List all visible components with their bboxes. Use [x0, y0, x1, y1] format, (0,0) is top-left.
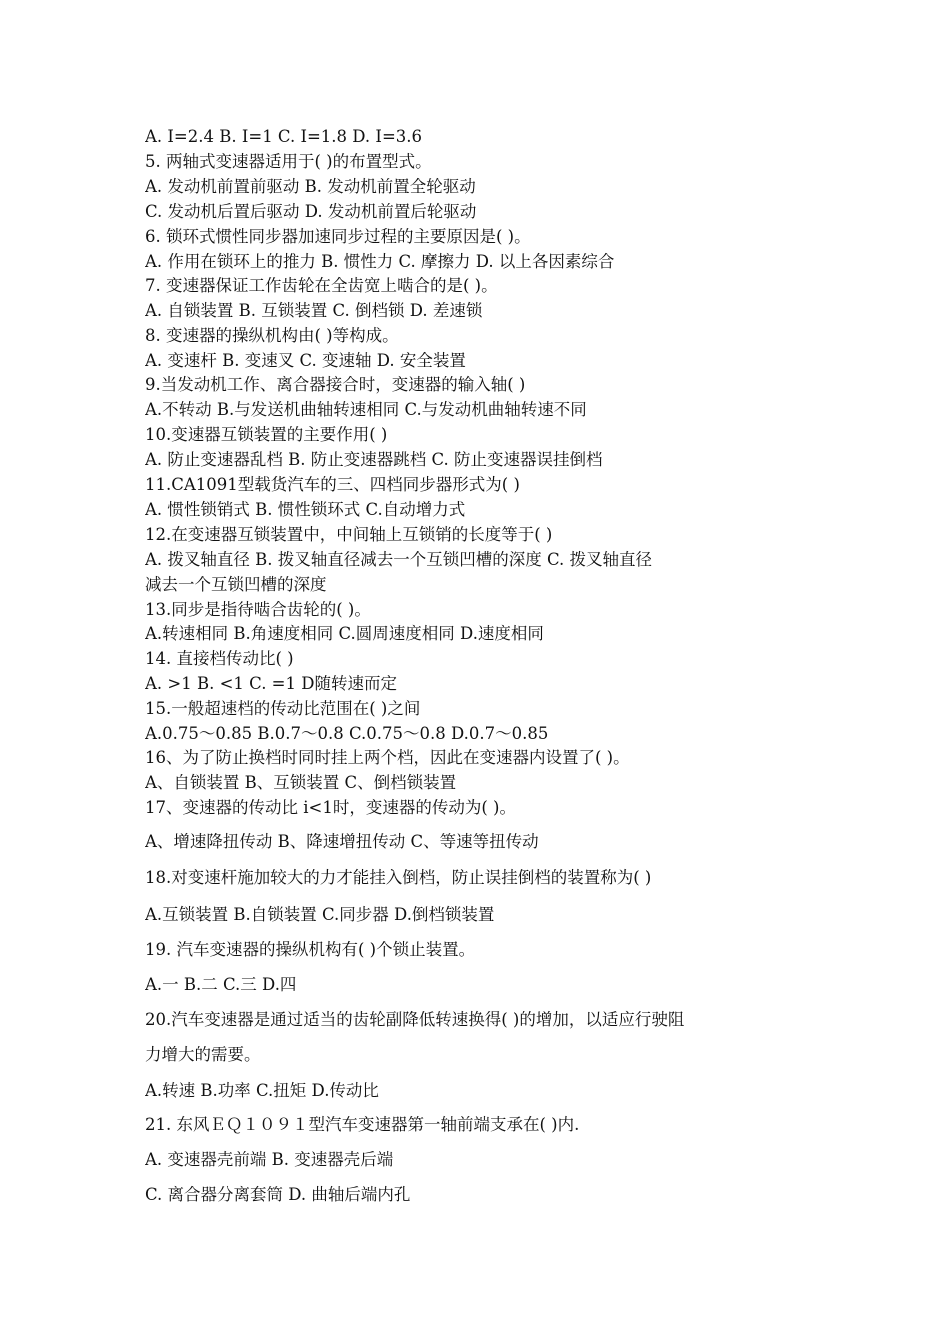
- text-line: A.转速 B.功率 C.扭矩 D.传动比: [145, 1081, 379, 1100]
- question-7: 7. 变速器保证工作齿轮在全齿宽上啮合的是( )。: [145, 276, 498, 295]
- text-line: A.互锁装置 B.自锁装置 C.同步器 D.倒档锁装置: [145, 905, 495, 924]
- question-20: 20.汽车变速器是通过适当的齿轮副降低转速换得( )的增加，以适应行驶阻: [145, 1010, 685, 1029]
- text-line: A.一 B.二 C.三 D.四: [145, 975, 297, 994]
- question-6: 6. 锁环式惯性同步器加速同步过程的主要原因是( )。: [145, 227, 531, 246]
- text-line: A.0.75～0.85 B.0.7～0.8 C.0.75～0.8 D.0.7～0.85: [145, 724, 549, 743]
- text-line: A. >1 B. <1 C. =1 D随转速而定: [145, 674, 397, 693]
- text-line: A. 发动机前置前驱动 B. 发动机前置全轮驱动: [145, 177, 476, 196]
- text-line: A.不转动 B.与发送机曲轴转速相同 C.与发动机曲轴转速不同: [145, 400, 587, 419]
- text-line: A.转速相同 B.角速度相同 C.圆周速度相同 D.速度相同: [145, 624, 544, 643]
- text-line: C. 离合器分离套筒 D. 曲轴后端内孔: [145, 1185, 411, 1204]
- question-13: 13.同步是指待啮合齿轮的( )。: [145, 600, 371, 619]
- question-19: 19. 汽车变速器的操纵机构有( )个锁止装置。: [145, 940, 476, 959]
- question-15: 15.一般超速档的传动比范围在( )之间: [145, 699, 421, 718]
- text-line: A. 变速杆 B. 变速叉 C. 变速轴 D. 安全装置: [145, 351, 466, 370]
- text-line: A、增速降扭传动 B、降速增扭传动 C、等速等扭传动: [145, 832, 539, 851]
- question-18: 18.对变速杆施加较大的力才能挂入倒档，防止误挂倒档的装置称为( ): [145, 868, 652, 887]
- text-line: A. 惯性锁销式 B. 惯性锁环式 C.自动增力式: [145, 500, 466, 519]
- question-10: 10.变速器互锁装置的主要作用( ): [145, 425, 388, 444]
- text-line: 减去一个互锁凹槽的深度: [145, 575, 327, 594]
- text-line: 力增大的需要。: [145, 1045, 261, 1064]
- question-21: 21. 东风ＥＱ１０９１型汽车变速器第一轴前端支承在( )内.: [145, 1115, 580, 1134]
- text-line: A. 作用在锁环上的推力 B. 惯性力 C. 摩擦力 D. 以上各因素综合: [145, 252, 615, 271]
- text-line: A. I=2.4 B. I=1 C. I=1.8 D. I=3.6: [145, 127, 423, 146]
- text-line: A. 自锁装置 B. 互锁装置 C. 倒档锁 D. 差速锁: [145, 301, 483, 320]
- question-9: 9.当发动机工作、离合器接合时，变速器的输入轴( ): [145, 375, 526, 394]
- text-line: A. 拨叉轴直径 B. 拨叉轴直径减去一个互锁凹槽的深度 C. 拨叉轴直径: [145, 550, 653, 569]
- question-11: 11.CA1091型载货汽车的三、四档同步器形式为( ): [145, 475, 520, 494]
- question-8: 8. 变速器的操纵机构由( )等构成。: [145, 326, 399, 345]
- question-16: 16、为了防止换档时同时挂上两个档，因此在变速器内设置了( )。: [145, 748, 630, 767]
- question-14: 14. 直接档传动比( ): [145, 649, 294, 668]
- question-17: 17、变速器的传动比 i<1时，变速器的传动为( )。: [145, 798, 516, 817]
- text-line: C. 发动机后置后驱动 D. 发动机前置后轮驱动: [145, 202, 477, 221]
- question-5: 5. 两轴式变速器适用于( )的布置型式。: [145, 152, 432, 171]
- text-line: A. 防止变速器乱档 B. 防止变速器跳档 C. 防止变速器误挂倒档: [145, 450, 603, 469]
- question-12: 12.在变速器互锁装置中，中间轴上互锁销的长度等于( ): [145, 525, 553, 544]
- text-line: A、自锁装置 B、互锁装置 C、倒档锁装置: [145, 773, 457, 792]
- text-line: A. 变速器壳前端 B. 变速器壳后端: [145, 1150, 394, 1169]
